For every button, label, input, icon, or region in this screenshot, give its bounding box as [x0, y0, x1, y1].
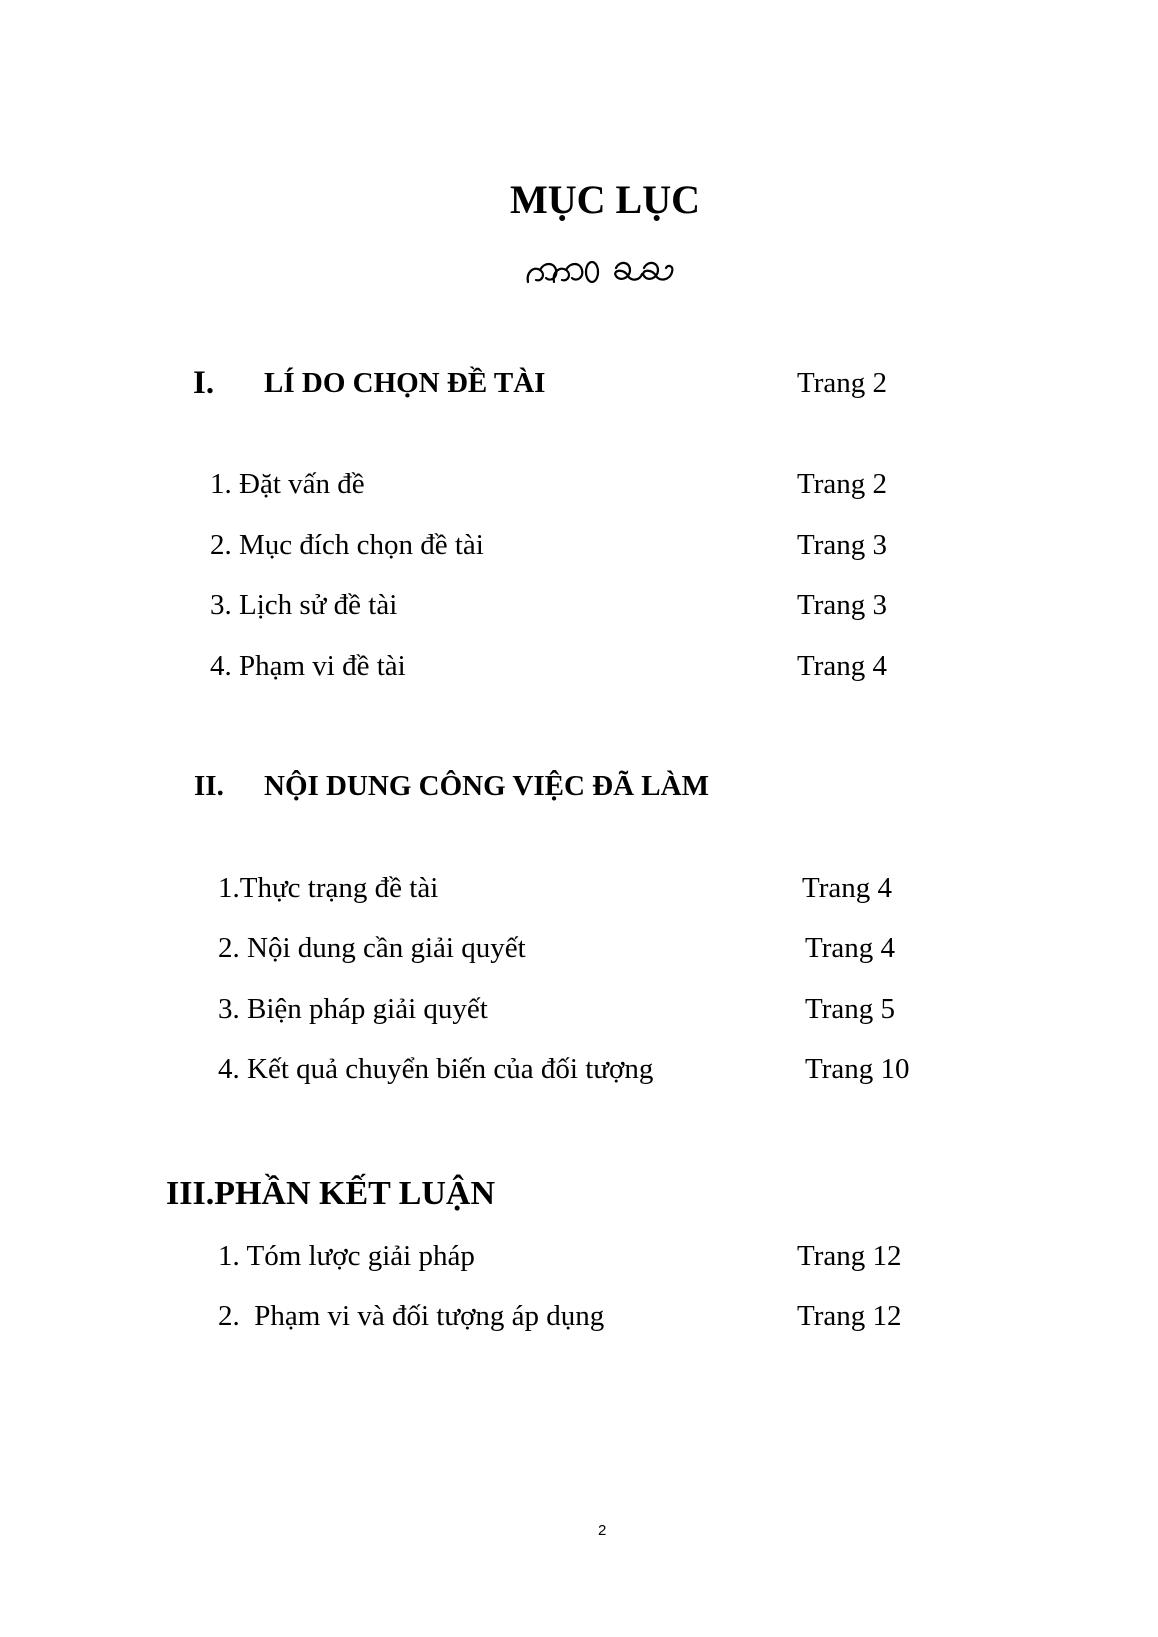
toc-item: 2. Nội dung cần giải quyết	[218, 932, 526, 964]
toc-item: 1. Đặt vấn đề	[210, 468, 365, 500]
toc-item-page: Trang 4	[805, 932, 895, 964]
toc-item: 4. Phạm vi đề tài	[210, 650, 406, 682]
section-number: I.	[193, 365, 215, 401]
section-title: NỘI DUNG CÔNG VIỆC ĐÃ LÀM	[264, 770, 709, 802]
toc-item-page: Trang 4	[802, 872, 892, 904]
section-title: LÍ DO CHỌN ĐỀ TÀI	[264, 367, 546, 399]
toc-item-page: Trang 2	[797, 468, 887, 500]
toc-item: 2. Phạm vi và đối tượng áp dụng	[218, 1300, 605, 1332]
toc-item-page: Trang 3	[797, 529, 887, 561]
toc-item: 1. Tóm lược giải pháp	[218, 1240, 475, 1272]
toc-item: 4. Kết quả chuyển biến của đối tượng	[218, 1053, 654, 1085]
toc-item: 3. Lịch sử đề tài	[210, 589, 398, 621]
toc-item-page: Trang 3	[797, 589, 887, 621]
toc-item-page: Trang 4	[797, 650, 887, 682]
decorative-ornament-icon	[524, 254, 694, 290]
toc-title: MỤC LỤC	[510, 177, 700, 222]
toc-item-page: Trang 5	[805, 993, 895, 1025]
toc-item-page: Trang 12	[797, 1300, 902, 1332]
section-page-ref: Trang 2	[797, 367, 887, 399]
section-number: II.	[194, 770, 224, 802]
section-title: III.PHẦN KẾT LUẬN	[166, 1175, 496, 1212]
toc-item: 1.Thực trạng đề tài	[218, 872, 439, 904]
toc-item: 3. Biện pháp giải quyết	[218, 993, 488, 1025]
toc-item-page: Trang 12	[797, 1240, 902, 1272]
toc-item: 2. Mục đích chọn đề tài	[210, 529, 484, 561]
page-number: 2	[598, 1522, 607, 1539]
toc-item-page: Trang 10	[805, 1053, 910, 1085]
